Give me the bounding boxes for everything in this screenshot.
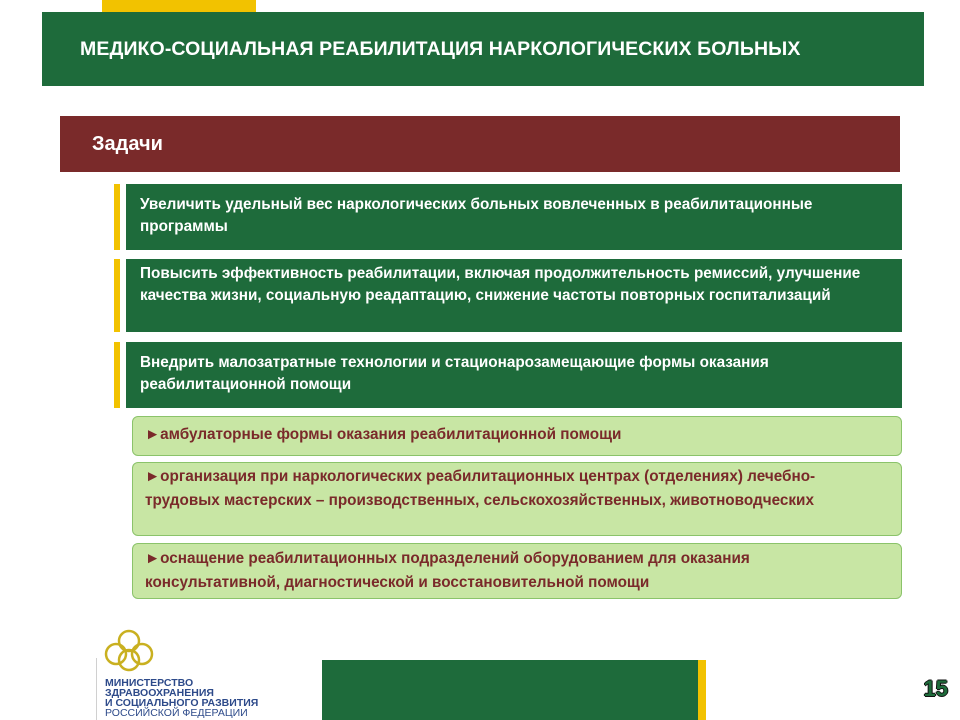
slide-title: МЕДИКО-СОЦИАЛЬНАЯ РЕАБИЛИТАЦИЯ НАРКОЛОГИЧЕСКИХ БОЛЬНЫХ bbox=[80, 37, 801, 60]
logo-text-line: ЗДРАВООХРАНЕНИЯ bbox=[105, 687, 214, 699]
footer-accent-bar bbox=[698, 660, 706, 720]
sub-item-text: ►амбулаторные формы оказания реабилитационной помощи bbox=[145, 426, 622, 443]
logo-divider bbox=[96, 658, 97, 720]
ministry-emblem-icon bbox=[101, 628, 157, 674]
task-text: Увеличить удельный вес наркологических больных вовлеченных в реабилитационные программы bbox=[140, 196, 813, 235]
page-number: 15 bbox=[923, 676, 948, 701]
task-accent-bar bbox=[114, 259, 120, 332]
header-bar bbox=[42, 12, 924, 86]
footer-bar bbox=[322, 660, 698, 720]
logo-text-line: РОССИЙСКОЙ ФЕДЕРАЦИИ bbox=[105, 707, 248, 719]
sub-item-box bbox=[132, 543, 902, 599]
sub-item-text: ►оснащение реабилитационных подразделений оборудованием для оказания консультативной, диагностической и восстановительной помощи bbox=[145, 550, 750, 591]
sub-item-box bbox=[132, 462, 902, 536]
task-box bbox=[126, 184, 902, 250]
task-text: Внедрить малозатратные технологии и стационарозамещающие формы оказания реабилитационной помощи bbox=[140, 354, 769, 393]
task-accent-bar bbox=[114, 342, 120, 408]
sub-item-box bbox=[132, 416, 902, 456]
task-box bbox=[126, 259, 902, 332]
section-title: Задачи bbox=[92, 132, 163, 155]
task-accent-bar bbox=[114, 184, 120, 250]
task-text: Повысить эффективность реабилитации, включая продолжительность ремиссий, улучшение качества жизни, социальную реадаптацию, снижение частоты повторных госпитализаций bbox=[140, 265, 861, 304]
logo-text-line: МИНИСТЕРСТВО bbox=[105, 677, 194, 689]
top-accent-bar bbox=[102, 0, 256, 12]
section-banner bbox=[60, 116, 900, 172]
task-box bbox=[126, 342, 902, 408]
logo-text-line: И СОЦИАЛЬНОГО РАЗВИТИЯ bbox=[105, 697, 259, 709]
sub-item-text: ►организация при наркологических реабилитационных центрах (отделениях) лечебно-трудовых мастерских – производственных, сельскохозяйственных, животноводческих bbox=[145, 468, 816, 509]
